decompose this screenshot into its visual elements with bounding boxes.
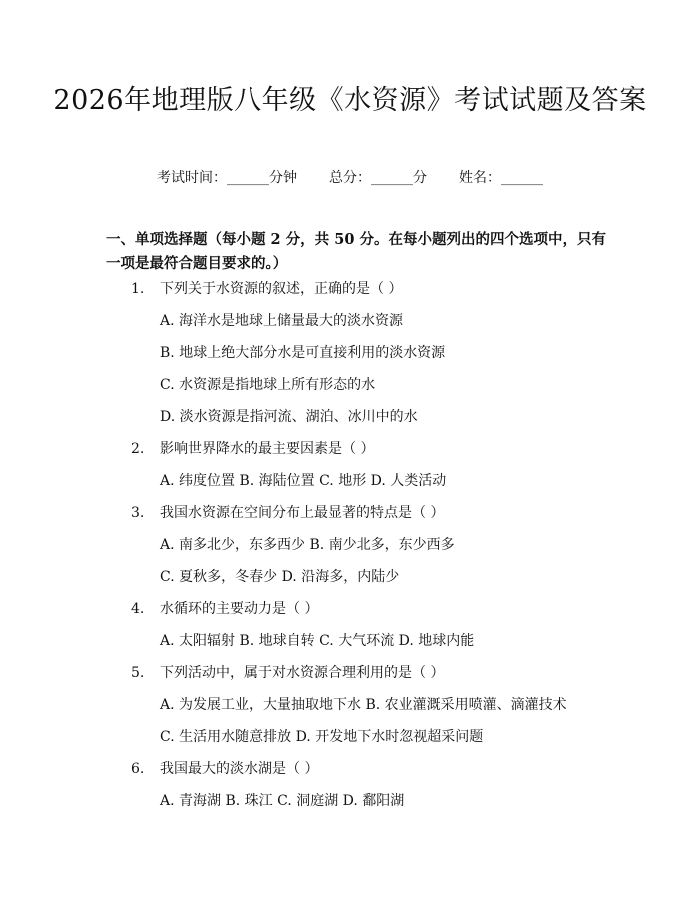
question-option: C. 水资源是指地球上所有形态的水: [160, 377, 376, 393]
question-text: 下列活动中，属于对水资源合理利用的是（ ）: [160, 665, 445, 681]
question-number: 2.: [131, 441, 145, 457]
question-text: 我国水资源在空间分布上最显著的特点是（ ）: [160, 505, 445, 521]
question-option: D. 淡水资源是指河流、湖泊、冰川中的水: [160, 409, 418, 425]
question-option: A. 南多北少，东多西少 B. 南少北多，东少西多: [160, 537, 455, 553]
exam-time-label: 考试时间：______分钟: [157, 170, 297, 186]
question-number: 5.: [131, 665, 145, 681]
question-option: A. 青海湖 B. 珠江 C. 洞庭湖 D. 鄱阳湖: [160, 793, 405, 809]
student-name-label: 姓名：______: [459, 170, 543, 186]
exam-info-line: [0, 168, 700, 188]
question-number: 3.: [131, 505, 145, 521]
question-option: A. 太阳辐射 B. 地球自转 C. 大气环流 D. 地球内能: [160, 633, 475, 649]
question-text: 下列关于水资源的叙述，正确的是（ ）: [160, 281, 403, 297]
question-option: C. 夏秋多，冬春少 D. 沿海多，内陆少: [160, 569, 400, 585]
question-text: 我国最大的淡水湖是（ ）: [160, 761, 319, 777]
question-number: 6.: [131, 761, 145, 777]
question-text: 影响世界降水的最主要因素是（ ）: [160, 441, 375, 457]
section-heading: 一、单项选择题（每小题 2 分，共 50 分。在每小题列出的四个选项中，只有一项是最符合题目要求的。）: [106, 231, 606, 272]
question-option: C. 生活用水随意排放 D. 开发地下水时忽视超采问题: [160, 729, 484, 745]
question-number: 1.: [131, 281, 145, 297]
question-text: 水循环的主要动力是（ ）: [160, 601, 319, 617]
question-option: A. 为发展工业，大量抽取地下水 B. 农业灌溉采用喷灌、滴灌技术: [160, 697, 567, 713]
question-option: A. 纬度位置 B. 海陆位置 C. 地形 D. 人类活动: [160, 473, 447, 489]
document-title: 2026年地理版八年级《水资源》考试试题及答案: [53, 85, 647, 116]
question-number: 4.: [131, 601, 145, 617]
question-option: A. 海洋水是地球上储量最大的淡水资源: [160, 313, 404, 329]
question-option: B. 地球上绝大部分水是可直接利用的淡水资源: [160, 345, 446, 361]
total-score-label: 总分：______分: [329, 170, 427, 186]
